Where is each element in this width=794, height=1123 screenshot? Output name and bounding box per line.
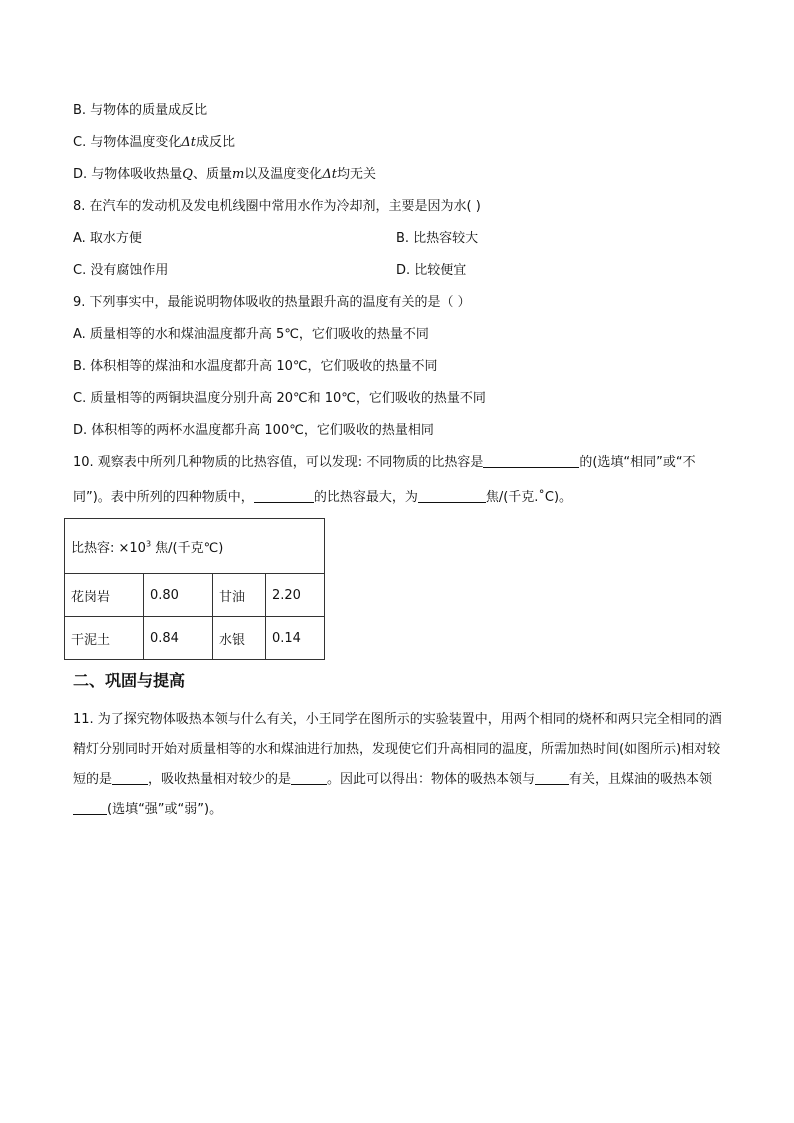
table-cell: 0.84: [144, 617, 213, 660]
table-cell: 0.80: [144, 574, 213, 617]
table-header-cell: 比热容: $\times 10^3$ 焦/(千克℃): [65, 519, 325, 574]
q8-stem: 8. 在汽车的发动机及发电机线圈中常用水作为冷却剂，主要是因为水( ): [73, 199, 481, 214]
delta-t-symbol: Δt: [181, 135, 196, 150]
table-header-row: [65, 519, 325, 574]
q8-option-a: A. 取水方便: [73, 231, 142, 246]
q7-option-c: C. 与物体温度变化Δt成反比: [73, 135, 235, 150]
delta-t-symbol: Δt: [322, 167, 337, 182]
answer-blank: [418, 488, 486, 503]
q7-option-d: D. 与物体吸收热量Q、质量m以及温度变化Δt均无关: [73, 167, 376, 182]
table-cell: 0.14: [266, 617, 325, 660]
answer-blank: [291, 770, 327, 785]
q10-line1: 10. 观察表中所列几种物质的比热容值，可以发现: 不同物质的比热容是 的(选填“相同”或“不: [73, 455, 696, 470]
q9-option-d: D. 体积相等的两杯水温度都升高 100℃，它们吸收的热量相同: [73, 423, 434, 438]
table-row: [65, 574, 325, 617]
q10-line2: 同”)。表中所列的四种物质中， 的比热容最大，为 焦/(千克.˚C)。: [73, 490, 573, 505]
answer-blank: [483, 453, 579, 468]
q8-option-c: C. 没有腐蚀作用: [73, 263, 169, 278]
section-heading: 二、巩固与提高: [73, 671, 186, 690]
table-cell: 水银: [213, 617, 266, 660]
table-cell: 干泥土: [65, 617, 144, 660]
answer-blank: [112, 770, 148, 785]
q9-option-a: A. 质量相等的水和煤油温度都升高 5℃，它们吸收的热量不同: [73, 327, 429, 342]
table-cell: 甘油: [213, 574, 266, 617]
q9-option-b: B. 体积相等的煤油和水温度都升高 10℃，它们吸收的热量不同: [73, 359, 438, 374]
q9-option-c: C. 质量相等的两铜块温度分别升高 20℃和 10℃，它们吸收的热量不同: [73, 391, 486, 406]
answer-blank: [73, 800, 107, 815]
table-cell: 花岗岩: [65, 574, 144, 617]
specific-heat-table: [64, 518, 325, 660]
answer-blank: [535, 770, 569, 785]
answer-blank: [254, 488, 314, 503]
q8-option-d: D. 比较便宜: [396, 263, 467, 278]
table-row: [65, 617, 325, 660]
table-cell: 2.20: [266, 574, 325, 617]
q9-stem: 9. 下列事实中，最能说明物体吸收的热量跟升高的温度有关的是（ ）: [73, 295, 471, 310]
q11-paragraph: 11. 为了探究物体吸热本领与什么有关，小王同学在图所示的实验装置中，用两个相同的烧杯和两只完全相同的酒精灯分别同时开始对质量相等的水和煤油进行加热，发现使它们升高相同的温度，所需加热时间(如图所示)相对较短的是 ，吸收热量相对较少的是 。因此可以得出：物体的吸热本领与 有关，且煤油的吸热本领(选填“强”或“弱”)。: [73, 712, 722, 817]
q7-option-b: B. 与物体的质量成反比: [73, 103, 208, 118]
q8-option-b: B. 比热容较大: [396, 231, 479, 246]
